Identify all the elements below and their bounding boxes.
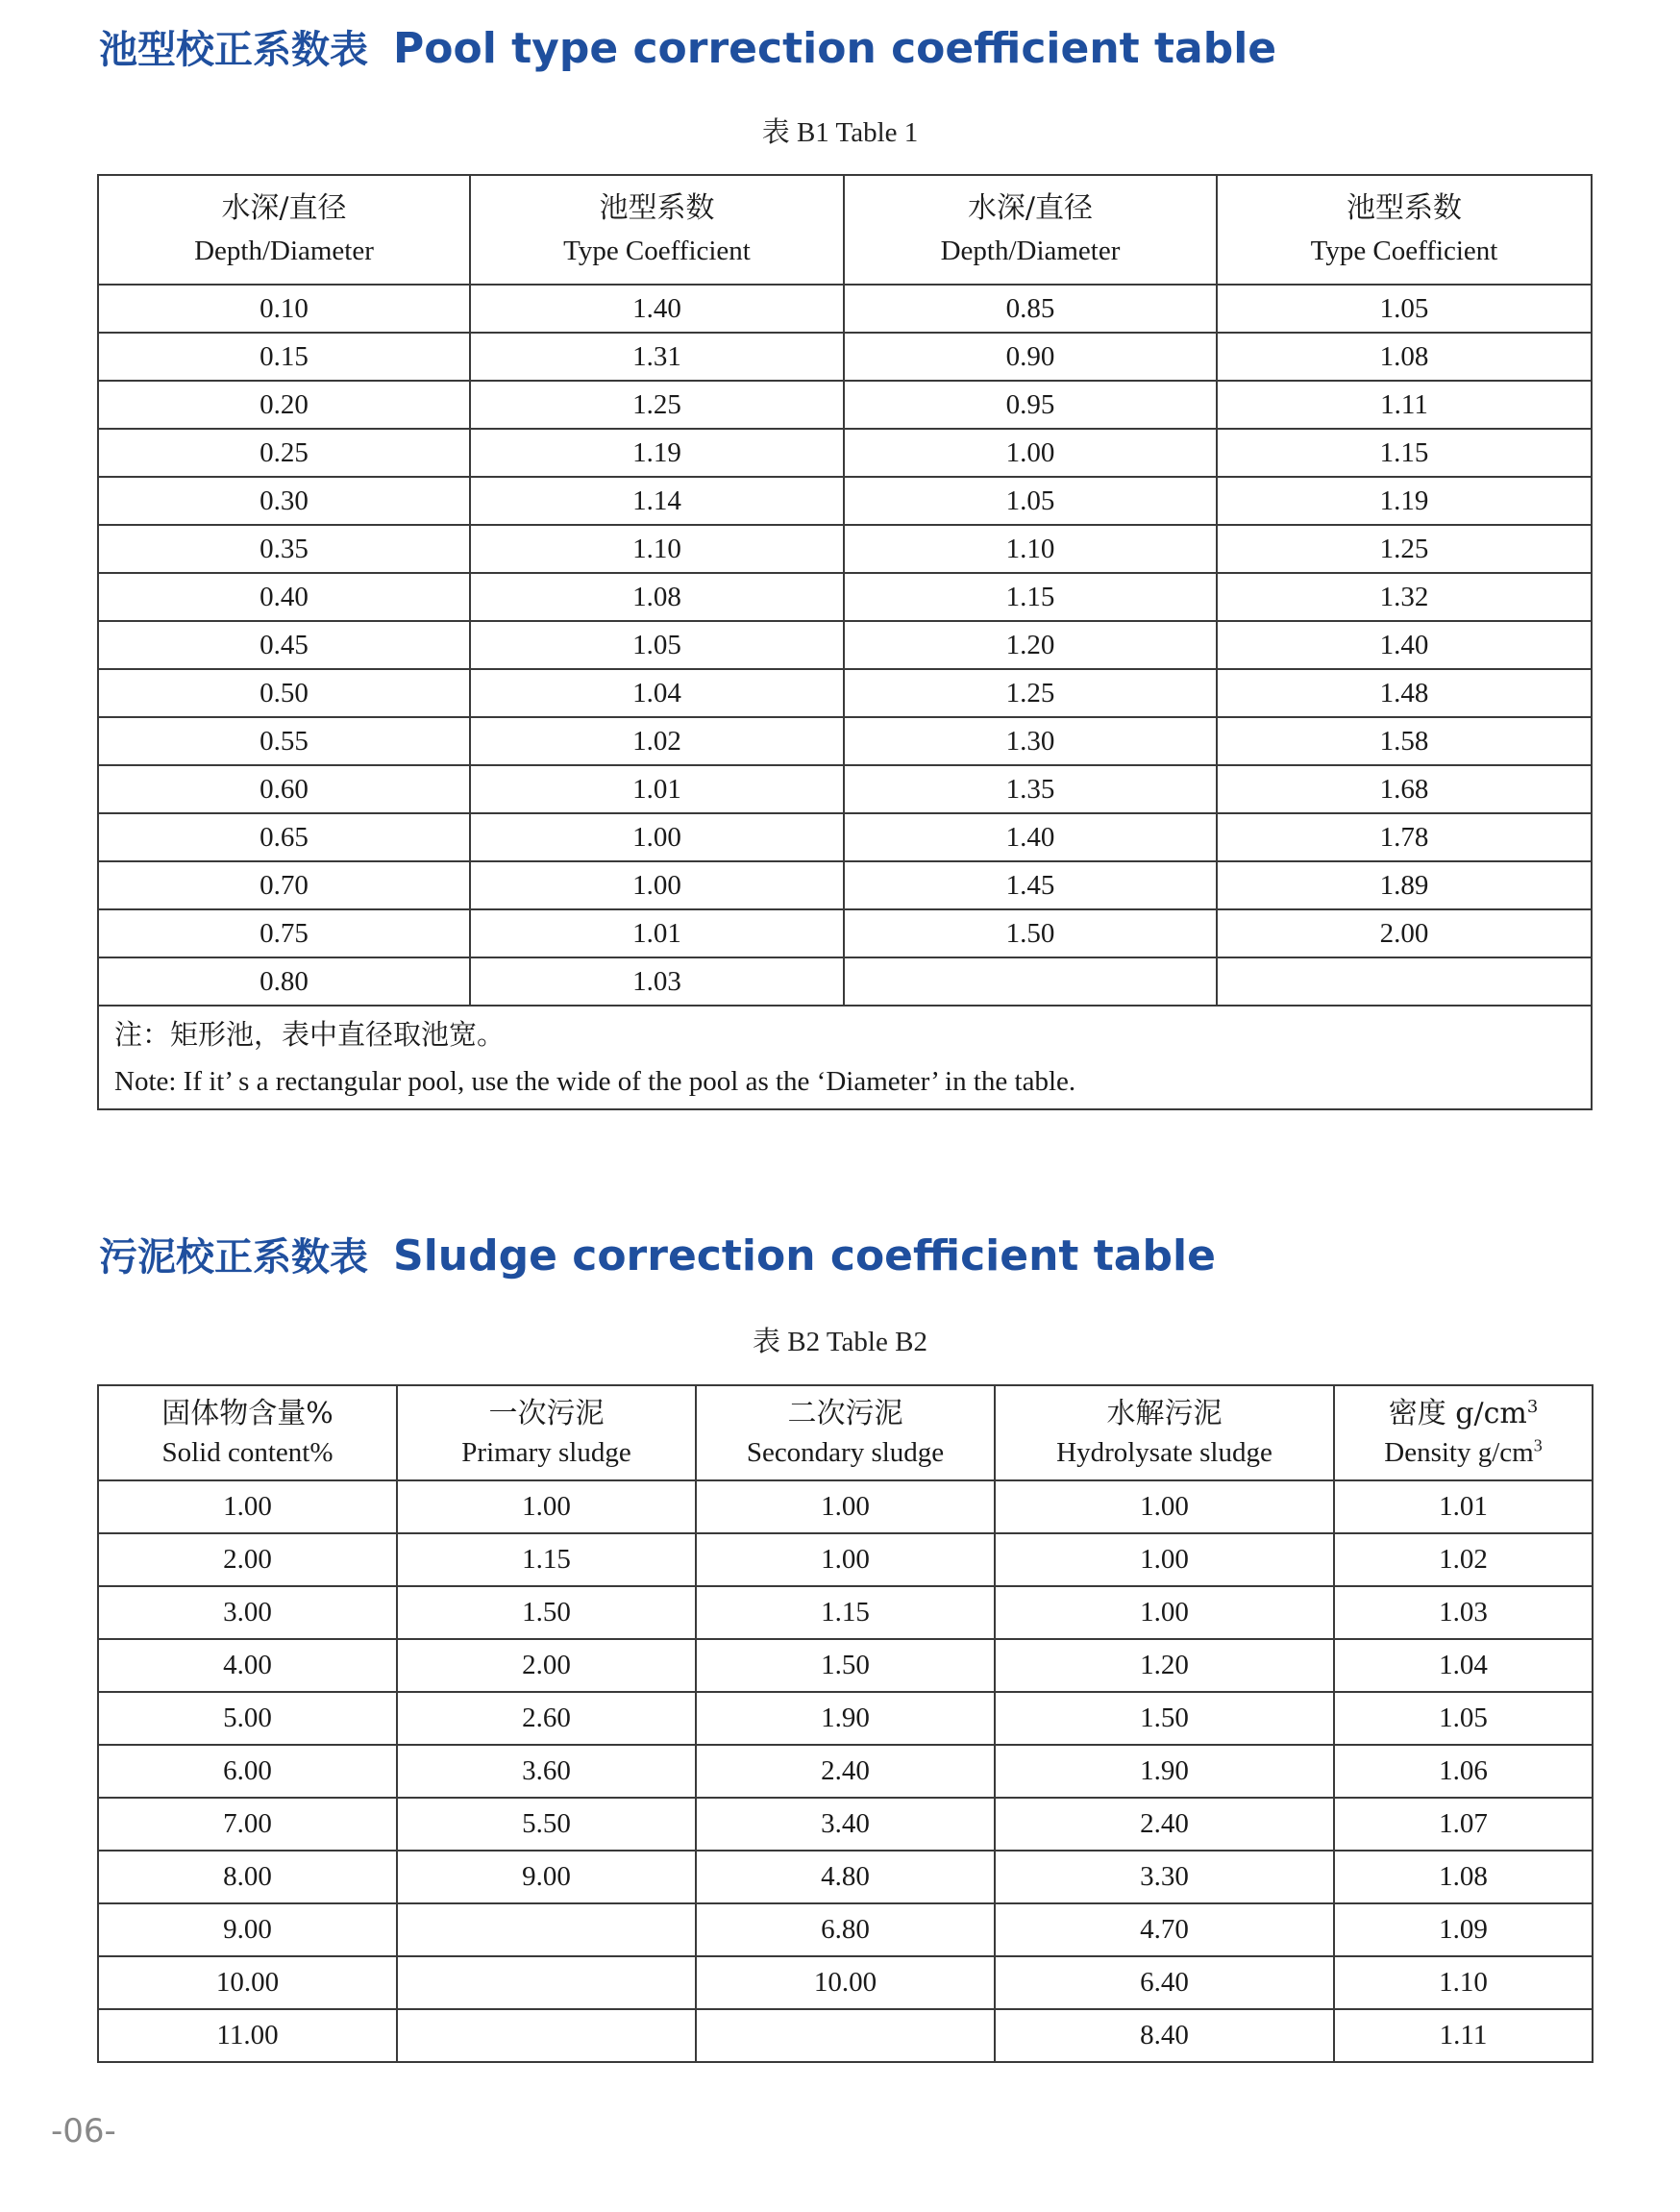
table-cell: 4.70 [995,1903,1334,1956]
table-cell: 1.19 [1217,477,1592,525]
table-row [98,621,1592,669]
pool-table-heading-zh: 池型校正系数表 [99,28,368,72]
table-cell: 0.35 [98,525,470,573]
table-row [98,525,1592,573]
table-cell: 1.00 [98,1480,397,1533]
table-cell: 1.11 [1217,381,1592,429]
density-en-sup: 3 [1533,1434,1543,1454]
table-cell: 1.02 [1334,1533,1593,1586]
table-cell: 1.08 [470,573,844,621]
table-cell: 0.25 [98,429,470,477]
table-cell: 1.45 [844,861,1217,909]
header-zh: 水解污泥 [1106,1396,1223,1430]
header-en: Hydrolysate sludge [1056,1436,1272,1468]
pool-table-body [98,285,1592,1109]
table-cell: 0.85 [844,285,1217,333]
table-cell: 2.00 [98,1533,397,1586]
table-cell: 1.05 [1217,285,1592,333]
table-cell: 2.60 [397,1692,696,1745]
table-cell: 1.30 [844,717,1217,765]
table-row [98,429,1592,477]
table-row [98,765,1592,813]
table-cell: 9.00 [98,1903,397,1956]
header-zh: 水深/直径 [967,191,1094,225]
table-cell: 3.30 [995,1851,1334,1903]
page-number: -06- [51,2112,116,2150]
table-row [98,813,1592,861]
table-cell: 1.58 [1217,717,1592,765]
table-row [98,957,1592,1006]
table-cell: 1.68 [1217,765,1592,813]
table-cell: 1.00 [470,861,844,909]
table-row [98,1586,1593,1639]
pool-table-note-row [98,1006,1592,1109]
table-cell: 1.11 [1334,2009,1593,2062]
table-row [98,381,1592,429]
table-cell: 1.01 [470,765,844,813]
table-row [98,477,1592,525]
sludge-table-heading [99,1227,1216,1281]
table-cell: 1.00 [696,1480,995,1533]
header-en: Solid content% [161,1436,334,1468]
table-cell: 0.40 [98,573,470,621]
table-cell: 1.00 [995,1480,1334,1533]
table-cell: 1.05 [470,621,844,669]
table-cell: 1.89 [1217,861,1592,909]
table-cell: 7.00 [98,1798,397,1851]
table-row [98,333,1592,381]
table-cell: 9.00 [397,1851,696,1903]
pool-table-caption: 表 B1 Table 1 [761,117,919,148]
table-cell: 1.10 [1334,1956,1593,2009]
table-cell: 1.15 [844,573,1217,621]
table-row [98,909,1592,957]
table-cell: 1.20 [844,621,1217,669]
table-cell: 1.09 [1334,1903,1593,1956]
table-cell: 1.04 [1334,1639,1593,1692]
pool-table-heading [99,19,1276,74]
header-zh [1335,1395,1592,1433]
table-cell: 1.00 [470,813,844,861]
table-cell: 1.19 [470,429,844,477]
table-cell [397,1903,696,1956]
sludge-header-primary [397,1385,696,1480]
table-cell: 1.90 [696,1692,995,1745]
table-cell: 1.06 [1334,1745,1593,1798]
pool-table-header-row [98,175,1592,285]
header-zh: 二次污泥 [787,1396,903,1430]
table-cell: 2.00 [397,1639,696,1692]
table-cell: 1.00 [397,1480,696,1533]
pool-table-header [98,175,1592,285]
sludge-table-caption: 表 B2 Table B2 [753,1327,927,1357]
pool-header-depth-diameter-2 [844,175,1217,285]
table-cell: 4.80 [696,1851,995,1903]
table-cell [397,1956,696,2009]
sludge-table-body [98,1480,1593,2062]
table-cell: 1.02 [470,717,844,765]
table-cell: 0.50 [98,669,470,717]
table-cell: 0.90 [844,333,1217,381]
table-cell: 1.25 [844,669,1217,717]
table-cell: 3.60 [397,1745,696,1798]
table-cell: 6.80 [696,1903,995,1956]
table-cell [397,2009,696,2062]
header-en: Type Coefficient [563,236,751,266]
pool-header-depth-diameter-1 [98,175,470,285]
table-cell: 1.90 [995,1745,1334,1798]
table-cell: 0.30 [98,477,470,525]
table-cell: 2.40 [696,1745,995,1798]
table-cell: 2.00 [1217,909,1592,957]
header-en: Type Coefficient [1310,236,1498,266]
table-row [98,1851,1593,1903]
table-cell: 0.60 [98,765,470,813]
header-en: Depth/Diameter [194,236,374,266]
table-cell: 1.40 [1217,621,1592,669]
table-row [98,573,1592,621]
table-cell: 1.40 [470,285,844,333]
table-row [98,285,1592,333]
table-cell: 1.25 [470,381,844,429]
table-row [98,1692,1593,1745]
table-row [98,861,1592,909]
table-cell: 1.50 [844,909,1217,957]
density-en-text: Density g/cm [1384,1436,1534,1468]
table-cell: 1.78 [1217,813,1592,861]
table-cell: 1.14 [470,477,844,525]
table-cell: 1.35 [844,765,1217,813]
table-cell: 0.45 [98,621,470,669]
sludge-table-heading-en: Sludge correction coefficient table [393,1231,1216,1280]
table-cell: 1.48 [1217,669,1592,717]
table-cell: 0.75 [98,909,470,957]
table-cell: 0.15 [98,333,470,381]
table-cell: 8.40 [995,2009,1334,2062]
sludge-header-solid-content [98,1385,397,1480]
table-cell: 1.10 [844,525,1217,573]
table-cell: 1.00 [696,1533,995,1586]
table-cell: 0.20 [98,381,470,429]
note-en: Note: If it’ s a rectangular pool, use the wide of the pool as the ‘Diameter’ in the table. [114,1066,1076,1097]
table-cell: 1.08 [1334,1851,1593,1903]
table-cell: 10.00 [98,1956,397,2009]
table-cell: 1.00 [995,1586,1334,1639]
table-cell: 10.00 [696,1956,995,2009]
table-cell: 1.15 [696,1586,995,1639]
pool-type-correction-table [97,174,1593,1110]
table-cell [844,957,1217,1006]
table-cell: 1.50 [995,1692,1334,1745]
header-en: Depth/Diameter [940,236,1121,266]
table-cell: 0.70 [98,861,470,909]
header-en: Secondary sludge [746,1436,945,1468]
table-row [98,1533,1593,1586]
table-cell: 2.40 [995,1798,1334,1851]
table-cell: 8.00 [98,1851,397,1903]
table-cell: 5.00 [98,1692,397,1745]
table-cell: 1.20 [995,1639,1334,1692]
note-zh: 注：矩形池，表中直径取池宽。 [114,1020,506,1051]
table-cell: 1.05 [1334,1692,1593,1745]
table-cell [696,2009,995,2062]
table-row [98,717,1592,765]
table-cell: 0.55 [98,717,470,765]
table-cell: 1.05 [844,477,1217,525]
table-row [98,1639,1593,1692]
header-zh: 池型系数 [1346,191,1462,225]
table-cell: 6.00 [98,1745,397,1798]
header-zh: 池型系数 [599,191,715,225]
table-row [98,1903,1593,1956]
sludge-correction-table [97,1384,1594,2063]
table-cell: 11.00 [98,2009,397,2062]
table-cell: 1.08 [1217,333,1592,381]
table-cell: 1.25 [1217,525,1592,573]
table-cell: 1.50 [696,1639,995,1692]
table-cell: 5.50 [397,1798,696,1851]
table-cell: 0.95 [844,381,1217,429]
density-zh-sup: 3 [1526,1396,1539,1417]
table-cell: 1.04 [470,669,844,717]
header-zh: 一次污泥 [488,1396,605,1430]
table-cell: 1.31 [470,333,844,381]
table-cell: 0.65 [98,813,470,861]
table-cell: 1.00 [995,1533,1334,1586]
table-cell: 6.40 [995,1956,1334,2009]
table-cell: 1.03 [470,957,844,1006]
header-zh: 水深/直径 [221,191,347,225]
sludge-table-header [98,1385,1593,1480]
header-en [1335,1433,1592,1472]
table-cell: 1.15 [397,1533,696,1586]
table-cell: 0.10 [98,285,470,333]
table-cell: 1.32 [1217,573,1592,621]
table-cell: 1.40 [844,813,1217,861]
table-cell: 1.00 [844,429,1217,477]
sludge-table-header-row [98,1385,1593,1480]
sludge-header-secondary [696,1385,995,1480]
sludge-table-heading-zh: 污泥校正系数表 [99,1235,368,1280]
table-cell: 4.00 [98,1639,397,1692]
table-cell: 1.01 [1334,1480,1593,1533]
sludge-header-density [1334,1385,1593,1480]
density-zh-text: 密度 g/cm [1388,1396,1527,1430]
table-row [98,1956,1593,2009]
table-cell: 1.15 [1217,429,1592,477]
table-cell: 1.50 [397,1586,696,1639]
table-cell: 3.00 [98,1586,397,1639]
table-cell [1217,957,1592,1006]
table-cell: 1.07 [1334,1798,1593,1851]
table-row [98,2009,1593,2062]
table-cell: 3.40 [696,1798,995,1851]
table-cell: 1.10 [470,525,844,573]
sludge-header-hydrolysate [995,1385,1334,1480]
table-cell: 0.80 [98,957,470,1006]
table-row [98,1798,1593,1851]
pool-table-note [98,1006,1592,1109]
table-cell: 1.01 [470,909,844,957]
table-row [98,1745,1593,1798]
table-row [98,669,1592,717]
header-zh: 固体物含量% [161,1396,334,1430]
pool-table-heading-en: Pool type correction coefficient table [393,24,1277,73]
header-en: Primary sludge [461,1436,631,1468]
pool-header-type-coefficient-2 [1217,175,1592,285]
table-cell: 1.03 [1334,1586,1593,1639]
table-row [98,1480,1593,1533]
pool-header-type-coefficient-1 [470,175,844,285]
